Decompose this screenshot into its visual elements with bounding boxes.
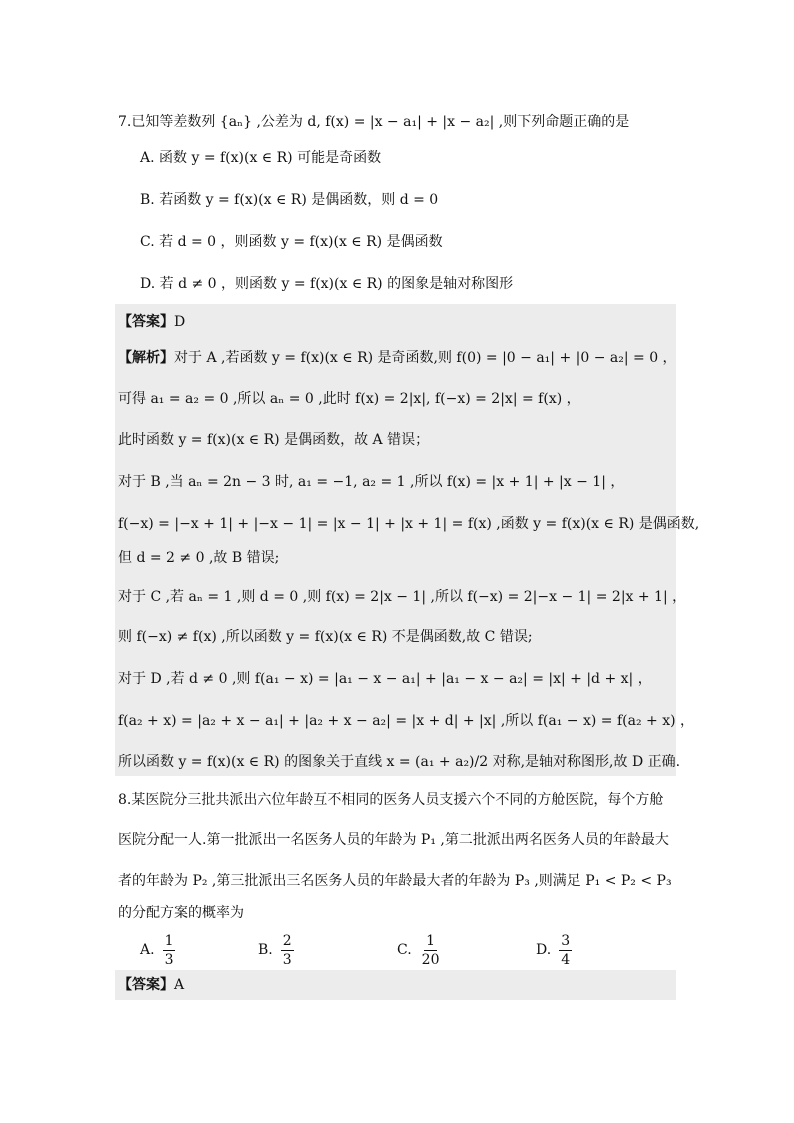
q7-option-a: A. 函数 y = f(x)(x ∈ R) 可能是奇函数 [140, 150, 382, 166]
q7-analysis-line-10: f(a₂ + x) = |a₂ + x − a₁| + |a₂ + x − a₂| = |x + d| + |x| ,所以 f(a₁ − x) = f(a₂ + x) ， [118, 713, 694, 729]
q8-stem-line-3: 者的年龄为 P₂ ,第三批派出三名医务人员的年龄最大者的年龄为 P₃ ,则满足 P₁ < P₂ < P₃ [118, 873, 672, 889]
q7-analysis-line-11: 所以函数 y = f(x)(x ∈ R) 的图象关于直线 x = (a₁ + a₂)/2 对称,是轴对称图形,故 D 正确. [118, 754, 681, 770]
option-letter: C. [397, 942, 412, 958]
q8-option-b [258, 928, 294, 972]
analysis-text: 对于 A ,若函数 y = f(x)(x ∈ R) 是奇函数,则 f(0) = |0 − a₁| + |0 − a₂| = 0 ， [174, 350, 677, 366]
q8-answer [118, 975, 184, 995]
answer-label: 【答案】 [118, 314, 174, 330]
answer-value: A [174, 977, 185, 993]
q7-analysis-line-5: f(−x) = |−x + 1| + |−x − 1| = |x − 1| + |x + 1| = f(x) ,函数 y = f(x)(x ∈ R) 是偶函数, [118, 516, 700, 532]
fraction-denominator: 3 [164, 951, 174, 968]
fraction-numerator: 1 [426, 932, 436, 949]
fraction [163, 932, 176, 969]
option-letter: A. [140, 942, 155, 958]
q7-stem: 7.已知等差数列 {aₙ} ,公差为 d, f(x) = |x − a₁| + |x − a₂| ,则下列命题正确的是 [118, 114, 630, 130]
fraction-denominator: 20 [421, 951, 440, 968]
option-letter: D. [536, 942, 552, 958]
q8-stem-line-4: 的分配方案的概率为 [118, 905, 244, 921]
q8-answer-background [115, 970, 676, 1000]
fraction [420, 932, 442, 969]
q8-options [140, 928, 660, 972]
fraction [281, 932, 294, 969]
q8-option-d [536, 928, 572, 972]
q7-option-c: C. 若 d = 0 ，则函数 y = f(x)(x ∈ R) 是偶函数 [140, 234, 443, 250]
q7-analysis-line-2: 可得 a₁ = a₂ = 0 ,所以 aₙ = 0 ,此时 f(x) = 2|x|, f(−x) = 2|x| = f(x) ， [118, 391, 581, 407]
q8-stem-line-2: 医院分配一人.第一批派出一名医务人员的年龄为 P₁ ,第二批派出两名医务人员的年龄最大 [118, 832, 669, 848]
fraction-numerator: 3 [561, 932, 571, 949]
q7-analysis-line-9: 对于 D ,若 d ≠ 0 ,则 f(a₁ − x) = |a₁ − x − a₁| + |a₁ − x − a₂| = |x| + |d + x| ， [118, 671, 652, 687]
option-letter: B. [258, 942, 273, 958]
fraction-numerator: 2 [282, 932, 292, 949]
q8-stem-line-1: 8.某医院分三批共派出六位年龄互不相同的医务人员支援六个不同的方舱医院，每个方舱 [118, 792, 664, 808]
q8-option-a [140, 928, 175, 972]
fraction [559, 932, 572, 969]
fraction-denominator: 4 [561, 951, 571, 968]
q7-analysis-line-4: 对于 B ,当 aₙ = 2n − 3 时, a₁ = −1, a₂ = 1 ,所以 f(x) = |x + 1| + |x − 1| ， [118, 474, 625, 490]
q7-analysis-background [115, 304, 676, 776]
analysis-label: 【解析】 [118, 350, 174, 366]
q7-analysis-line-1 [118, 348, 677, 368]
answer-label: 【答案】 [118, 977, 174, 993]
fraction-denominator: 3 [282, 951, 292, 968]
q7-option-b: B. 若函数 y = f(x)(x ∈ R) 是偶函数，则 d = 0 [140, 192, 439, 208]
answer-value: D [174, 314, 186, 330]
q7-analysis-line-8: 则 f(−x) ≠ f(x) ,所以函数 y = f(x)(x ∈ R) 不是偶函数,故 C 错误; [118, 629, 533, 645]
q7-answer [118, 312, 185, 332]
q7-analysis-line-7: 对于 C ,若 aₙ = 1 ,则 d = 0 ,则 f(x) = 2|x − 1| ,所以 f(−x) = 2|−x − 1| = 2|x + 1| ， [118, 589, 687, 605]
q8-option-c [397, 928, 442, 972]
q7-analysis-line-3: 此时函数 y = f(x)(x ∈ R) 是偶函数，故 A 错误； [118, 432, 430, 448]
q7-option-d: D. 若 d ≠ 0 ，则函数 y = f(x)(x ∈ R) 的图象是轴对称图形 [140, 276, 514, 292]
q7-analysis-line-6: 但 d = 2 ≠ 0 ,故 B 错误; [118, 550, 280, 566]
fraction-numerator: 1 [164, 932, 174, 949]
